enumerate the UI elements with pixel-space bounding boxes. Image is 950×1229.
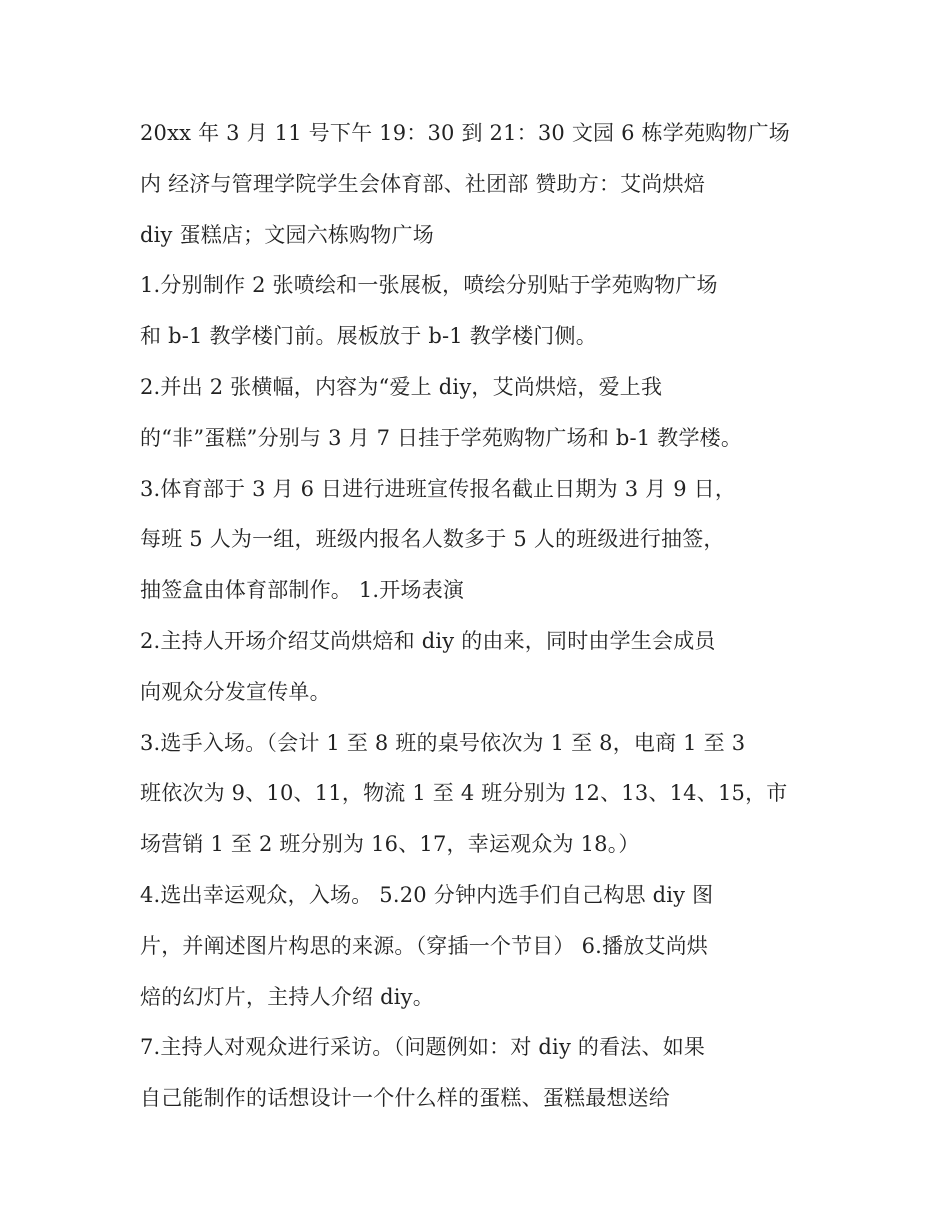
text-line: 20xx 年 3 月 11 号下午 19：30 到 21：30 文园 6 栋学苑购物广场: [140, 121, 790, 145]
text-line: 向观众分发宣传单。: [140, 679, 331, 704]
text-line: 内 经济与管理学院学生会体育部、社团部 赞助方：艾尚烘焙: [140, 171, 705, 196]
text-line: 焙的幻灯片，主持人介绍 diy。: [140, 984, 434, 1009]
text-line: 自己能制作的话想设计一个什么样的蛋糕、蛋糕最想送给: [140, 1086, 670, 1111]
text-line: 每班 5 人为一组，班级内报名人数多于 5 人的班级进行抽签，: [140, 527, 725, 552]
text-line: 片，并阐述图片构思的来源。（穿插一个节目） 6.播放艾尚烘: [140, 933, 709, 958]
text-line: 3.选手入场。（会计 1 至 8 班的桌号依次为 1 至 8，电商 1 至 3: [140, 730, 746, 755]
text-line: 抽签盒由体育部制作。 1.开场表演: [140, 578, 465, 603]
text-line: 2.主持人开场介绍艾尚烘焙和 diy 的由来，同时由学生会成员: [140, 628, 716, 653]
text-line: 4.选出幸运观众，入场。 5.20 分钟内选手们自己构思 diy 图: [140, 882, 714, 907]
text-line: 7.主持人对观众进行采访。（问题例如：对 diy 的看法、如果: [140, 1035, 706, 1060]
text-line: 的“非”蛋糕”分别与 3 月 7 日挂于学苑购物广场和 b-1 教学楼。: [140, 425, 743, 450]
text-line: 场营销 1 至 2 班分别为 16、17，幸运观众为 18。）: [140, 832, 640, 857]
document-body: [140, 108, 830, 1124]
text-line: 1.分别制作 2 张喷绘和一张展板，喷绘分别贴于学苑购物广场: [140, 273, 718, 298]
text-line: 2.并出 2 张横幅，内容为“爱上 diy，艾尚烘焙，爱上我: [140, 374, 663, 399]
text-line: 3.体育部于 3 月 6 日进行进班宣传报名截止日期为 3 月 9 日，: [140, 476, 737, 501]
text-line: 和 b-1 教学楼门前。展板放于 b-1 教学楼门侧。: [140, 324, 597, 349]
text-line: diy 蛋糕店；文园六栋购物广场: [140, 222, 434, 247]
text-line: 班依次为 9、10、11，物流 1 至 4 班分别为 12、13、14、15，市: [140, 781, 788, 806]
